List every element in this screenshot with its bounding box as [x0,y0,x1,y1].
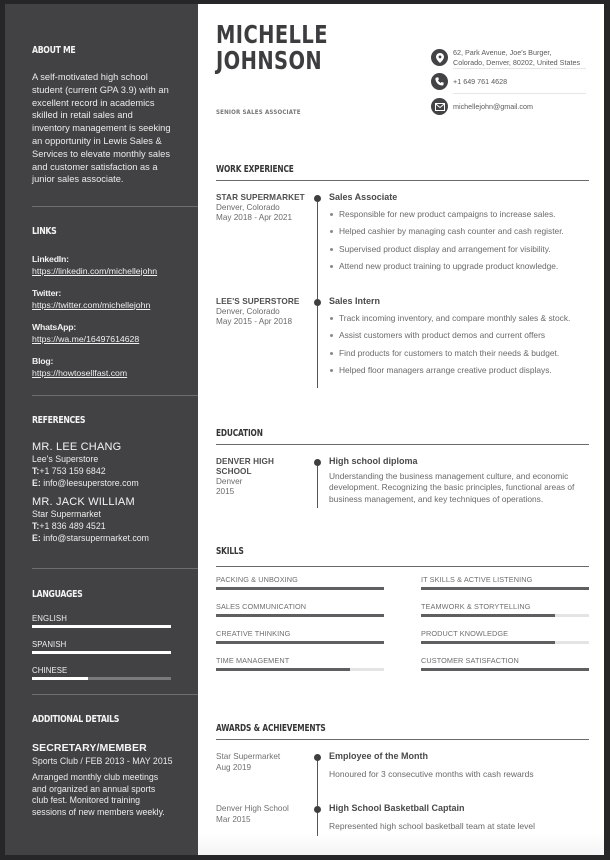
timeline-dot [314,754,321,761]
link-label: Blog: [32,356,54,366]
language-bar [32,677,171,680]
work-position: Sales Associate [329,192,398,202]
work-location: Denver, Colorado [216,203,280,212]
phone-number[interactable]: +1 649 761 4628 [453,76,508,86]
degree: High school diploma [329,456,418,466]
references-section [32,415,198,544]
work-dates: May 2018 - Apr 2021 [216,213,293,222]
reference-item [32,441,198,490]
twitter-link[interactable]: https://twitter.com/michellejohn [32,299,151,310]
section-rule [216,739,589,740]
award-description: Represented high school basketball team at state level [329,821,536,831]
work-bullet: Helped floor managers arrange creative product displays. [329,362,591,379]
main-content [198,4,604,855]
link-whatsapp [32,322,198,345]
award-org: Denver High School [216,804,289,813]
language-item [32,614,198,628]
contact-phone [431,73,591,90]
link-blog [32,356,198,379]
school-name-line2: SCHOOL [216,467,252,476]
languages-section [32,589,198,680]
language-name: SPANISH [32,640,67,649]
reference-name: MR. LEE CHANG [32,441,122,453]
work-org: LEE'S SUPERSTORE [216,297,300,306]
work-org: STAR SUPERMARKET [216,193,305,202]
contact-address [431,48,591,67]
skill-item: PACKING & UNBOXING [216,575,384,590]
reference-phone: T:+1 836 489 4521 [32,520,106,531]
section-rule [216,566,589,567]
divider [32,206,198,207]
school-year: 2015 [216,487,235,496]
links-title: LINKS [32,226,57,237]
skill-bar [421,641,589,644]
envelope-icon [431,98,448,115]
timeline-dot [314,299,321,306]
work-location: Denver, Colorado [216,307,280,316]
page-fade [198,833,604,855]
award-1-details [329,751,591,779]
address-line1: 62, Park Avenue, Joe's Burger, [453,48,552,57]
skill-item: TIME MANAGEMENT [216,656,384,671]
work-item-1-details [329,192,591,275]
section-rule [216,180,589,181]
link-linkedin [32,254,198,277]
work-bullet: Supervised product display and arrangement for visibility. [329,241,591,258]
resume-page [5,4,604,855]
work-bullet: Track incoming inventory, and compare monthly sales & stock. [329,310,591,327]
work-position: Sales Intern [329,296,381,306]
award-description: Honoured for 3 consecutive months with cash rewards [329,769,534,779]
skill-bar [216,587,384,590]
skill-bar [421,614,589,617]
divider [453,68,586,69]
link-label: LinkedIn: [32,254,69,264]
contact-email [431,98,591,115]
award-title: High School Basketball Captain [329,803,465,813]
link-label: Twitter: [32,288,62,298]
link-twitter [32,288,198,311]
whatsapp-link[interactable]: https://wa.me/16497614628 [32,333,140,344]
award-2-details [329,803,591,831]
skill-item: TEAMWORK & STORYTELLING [421,602,589,617]
timeline-dot [314,806,321,813]
email-address[interactable]: michellejohn@gmail.com [453,101,533,111]
school-location: Denver [216,477,243,486]
work-bullets [329,206,591,275]
work-experience-title: WORK EXPERIENCE [216,164,294,175]
award-title: Employee of the Month [329,751,428,761]
timeline-line [317,198,318,388]
phone-icon [431,73,448,90]
timeline-line [317,756,318,836]
sidebar [5,4,198,855]
divider [32,395,198,396]
language-name: CHINESE [32,666,68,675]
additional-role: SECRETARY/MEMBER [32,742,147,754]
language-bar [32,651,171,654]
blog-link[interactable]: https://howtosellfast.com [32,367,128,378]
school-name-line1: DENVER HIGH [216,457,274,466]
additional-text: Arranged monthly club meetings and organized an annual sports club fest. Monitored training sessions of new members weekly. [32,772,165,817]
skill-bar [421,668,589,671]
skill-bar [421,587,589,590]
language-bar [32,625,171,628]
award-date: Mar 2015 [216,814,251,824]
work-bullet: Responsible for new product campaigns to increase sales. [329,206,591,223]
language-name: ENGLISH [32,614,67,623]
work-bullets [329,310,591,379]
linkedin-link[interactable]: https://linkedin.com/michellejohn [32,265,158,276]
additional-subtitle: Sports Club / FEB 2013 - MAY 2015 [32,756,173,766]
award-date: Aug 2019 [216,762,252,772]
reference-item [32,496,198,545]
section-rule [216,444,589,445]
education-title: EDUCATION [216,428,263,439]
education-meta [216,457,311,497]
work-item-1-meta [216,193,311,223]
work-item-2-meta [216,297,311,327]
work-bullet: Helped cashier by managing cash counter and cash register. [329,223,591,240]
skill-item: CUSTOMER SATISFACTION [421,656,589,671]
timeline-dot [314,195,321,202]
references-title: REFERENCES [32,415,86,426]
education-details [329,456,587,505]
skills-title: SKILLS [216,546,244,557]
work-dates: May 2015 - Apr 2018 [216,317,293,326]
reference-email: E: info@leesuperstore.com [32,478,139,489]
awards-title: AWARDS & ACHIEVEMENTS [216,723,326,734]
work-bullet: Find products for customers to match their needs & budget. [329,345,591,362]
skill-item: PRODUCT KNOWLEDGE [421,629,589,644]
language-item [32,640,198,654]
additional-details-section [32,714,198,818]
skill-bar [216,668,384,671]
skill-item: SALES COMMUNICATION [216,602,384,617]
links-section [32,226,198,379]
about-title: ABOUT ME [32,45,76,56]
languages-title: LANGUAGES [32,589,83,600]
about-text: A self-motivated high school student (current GPA 3.9) with an excellent record in academics skilled in retail sales and inventory management is seeking an opportunity in Lewis Sales & Services to elevate monthly sales and customer satisfaction as a junior sales associate. [32,72,171,185]
contact-block [431,48,591,115]
skill-item: CREATIVE THINKING [216,629,384,644]
skill-item: IT SKILLS & ACTIVE LISTENING [421,575,589,590]
reference-company: Star Supermarket [32,508,101,519]
work-item-2-details [329,296,591,379]
award-2-meta [216,804,289,825]
reference-email: E: info@starsupermarket.com [32,533,149,544]
award-1-meta [216,752,280,773]
education-description: Understanding the business management culture, and economic development. Recognizing the basic principles, functional areas of business management, and key techniques of operations. [329,471,575,504]
work-bullet: Assist customers with product demos and current offers [329,327,591,344]
address-line2: Colorado, Denver, 80202, United States [453,57,581,67]
candidate-name: MICHELLE JOHNSON [216,20,328,75]
divider [32,694,198,695]
timeline-dot [314,459,321,466]
work-bullet: Attend new product training to upgrade product knowledge. [329,258,591,275]
additional-title: ADDITIONAL DETAILS [32,714,120,725]
award-org: Star Supermarket [216,752,281,761]
about-section [32,45,198,186]
reference-name: MR. JACK WILLIAM [32,495,135,508]
skill-bar [216,641,384,644]
language-item [32,666,198,680]
candidate-role: SENIOR SALES ASSOCIATE [216,108,301,116]
reference-phone: T:+1 753 159 6842 [32,466,106,477]
reference-company: Lee's Superstore [32,454,99,464]
skill-bar [216,614,384,617]
location-pin-icon [431,49,448,66]
divider [453,93,586,94]
timeline-line [317,462,318,508]
link-label: WhatsApp: [32,322,77,332]
divider [32,568,198,569]
